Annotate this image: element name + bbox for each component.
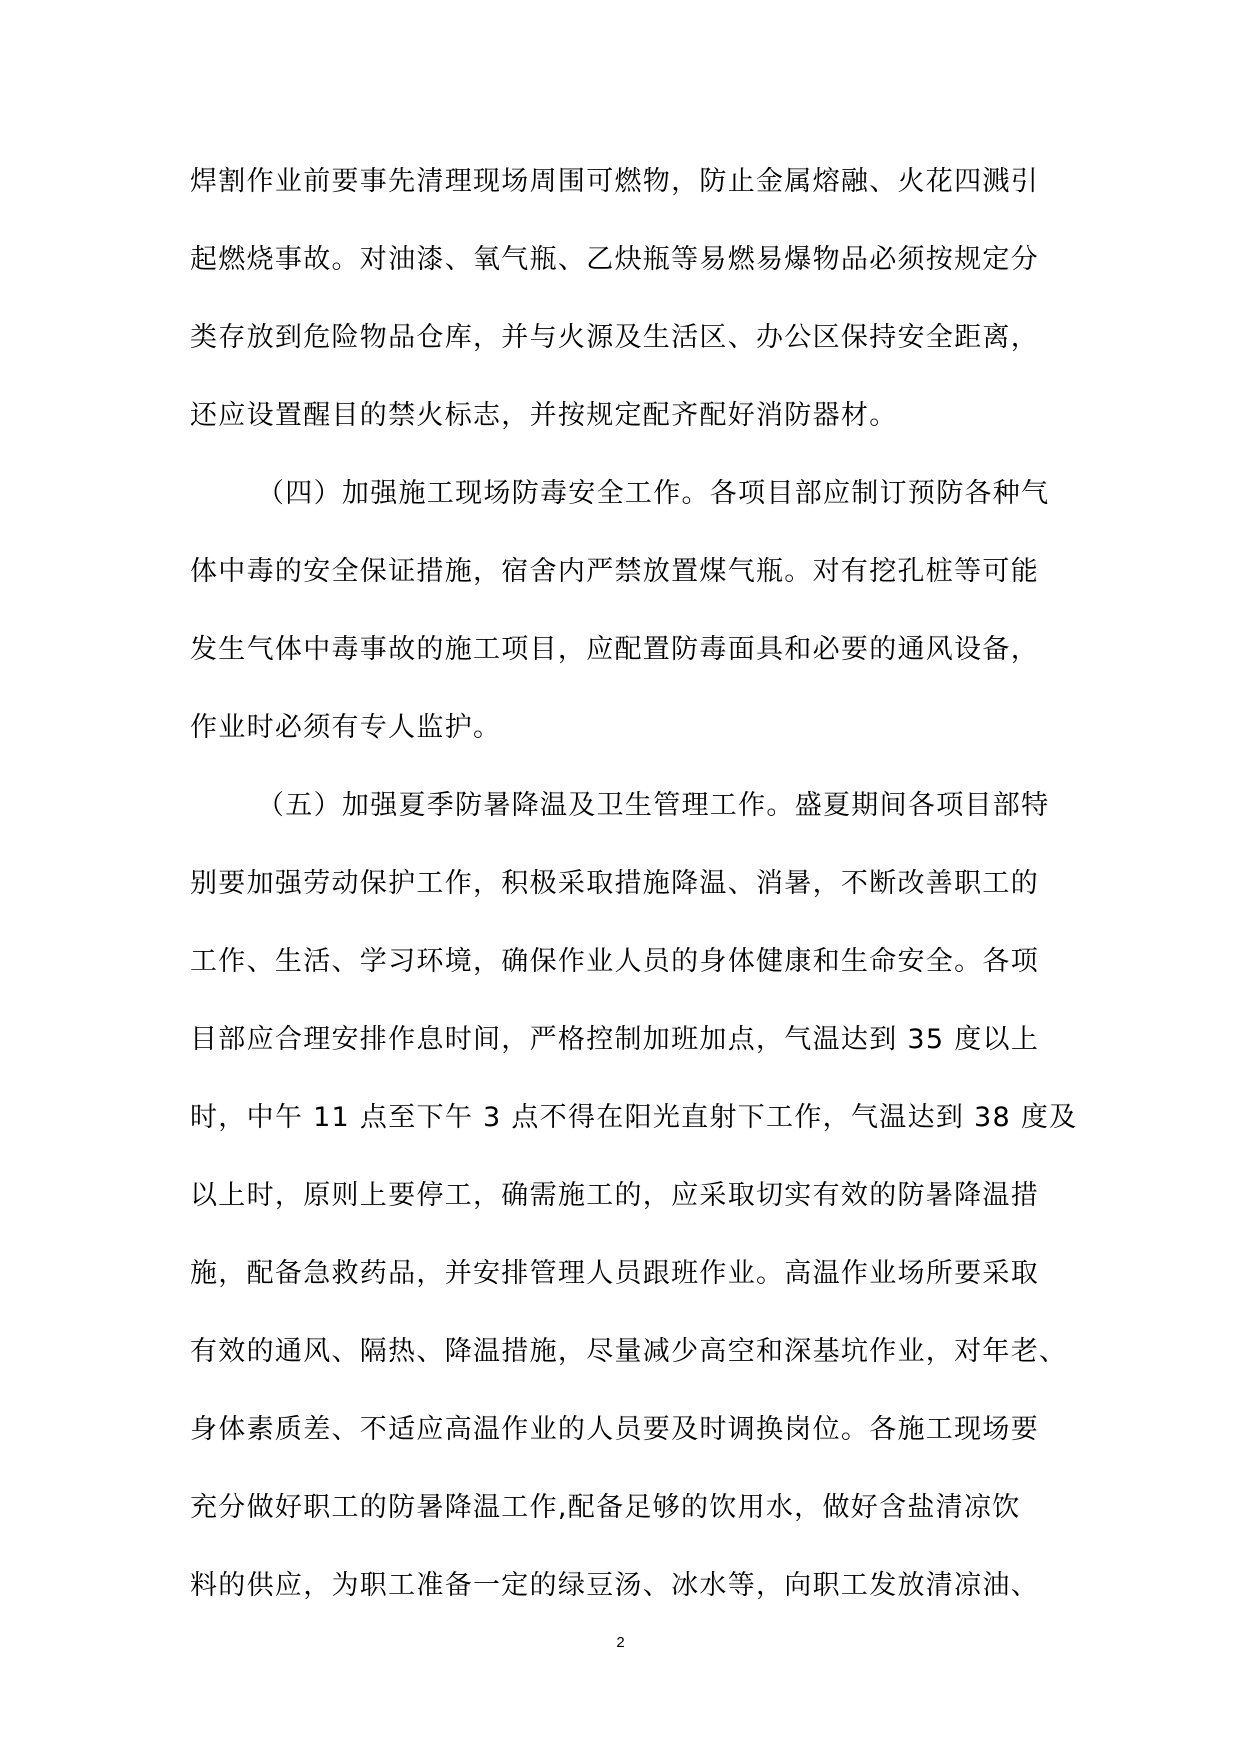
text-line: 有效的通风、隔热、降温措施，尽量减少高空和深基坑作业，对年老、 <box>190 1336 1068 1367</box>
text-line: 工作、生活、学习环境，确保作业人员的身体健康和生命安全。各项 <box>190 946 1039 977</box>
text-line: 还应设置醒目的禁火标志，并按规定配齐配好消防器材。 <box>190 400 898 431</box>
text-line: 时，中午 11 点至下午 3 点不得在阳光直射下工作，气温达到 38 度及 <box>190 1102 1078 1133</box>
body-text <box>190 143 1078 1625</box>
text-line: 发生气体中毒事故的施工项目，应配置防毒面具和必要的通风设备， <box>190 634 1039 665</box>
text-line: 身体素质差、不适应高温作业的人员要及时调换岗位。各施工现场要 <box>190 1414 1039 1445</box>
text-line: 别要加强劳动保护工作，积极采取措施降温、消暑，不断改善职工的 <box>190 868 1039 899</box>
text-line: 焊割作业前要事先清理现场周围可燃物，防止金属熔融、火花四溅引 <box>190 166 1039 197</box>
text-line: 料的供应，为职工准备一定的绿豆汤、冰水等，向职工发放清凉油、 <box>190 1570 1039 1601</box>
section-four-first-line: （四）加强施工现场防毒安全工作。各项目部应制订预防各种气 <box>257 478 1050 509</box>
section-five-first-line: （五）加强夏季防暑降温及卫生管理工作。盛夏期间各项目部特 <box>257 790 1050 821</box>
text-line: 类存放到危险物品仓库，并与火源及生活区、办公区保持安全距离， <box>190 322 1039 353</box>
text-line: 施，配备急救药品，并安排管理人员跟班作业。高温作业场所要采取 <box>190 1258 1039 1289</box>
text-line: 起燃烧事故。对油漆、氧气瓶、乙炔瓶等易燃易爆物品必须按规定分 <box>190 244 1039 275</box>
page-number: 2 <box>616 1634 625 1651</box>
text-line: 充分做好职工的防暑降温工作,配备足够的饮用水，做好含盐清凉饮 <box>190 1492 1021 1523</box>
text-line: 作业时必须有专人监护。 <box>190 712 502 743</box>
text-line: 以上时，原则上要停工，确需施工的，应采取切实有效的防暑降温措 <box>190 1180 1039 1211</box>
text-line: 体中毒的安全保证措施，宿舍内严禁放置煤气瓶。对有挖孔桩等可能 <box>190 556 1039 587</box>
text-line: 目部应合理安排作息时间，严格控制加班加点，气温达到 35 度以上 <box>190 1024 1040 1055</box>
